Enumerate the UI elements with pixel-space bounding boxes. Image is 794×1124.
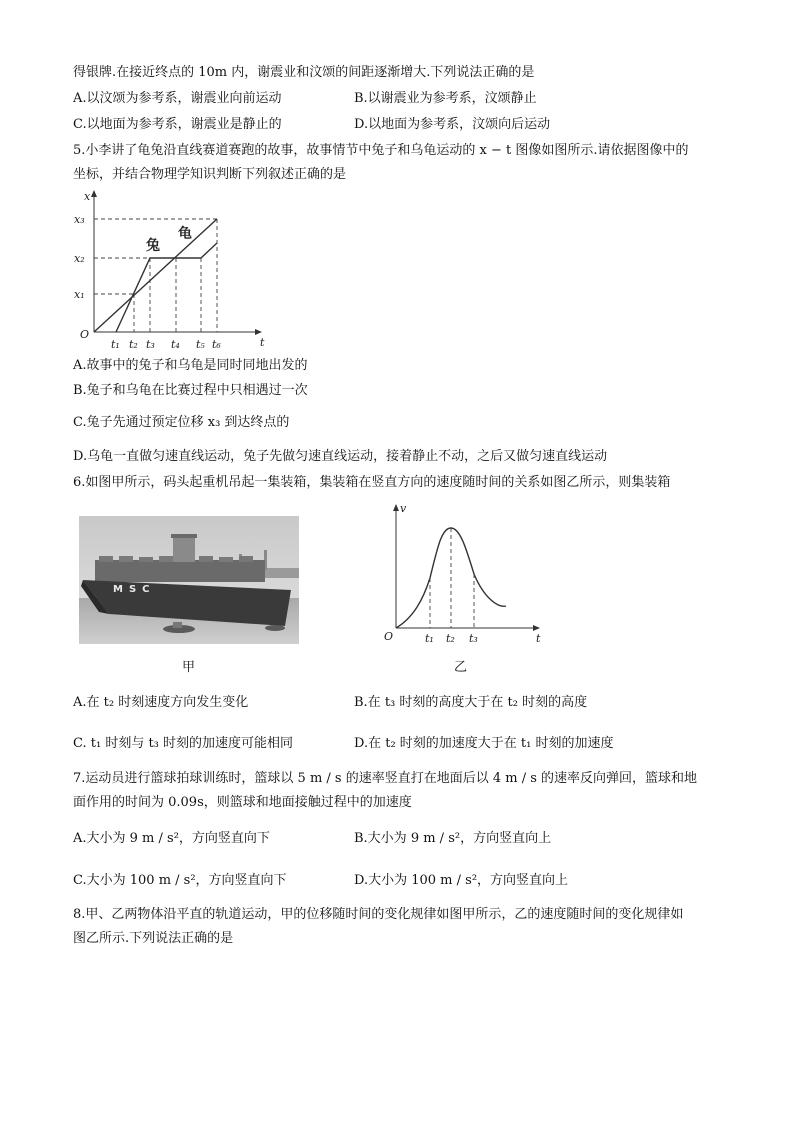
turtle-line: [94, 219, 217, 332]
q4-stem-line: 得银牌.在接近终点的 10m 内，谢震业和汶颂的间距逐渐增大.下列说法正确的是: [73, 65, 535, 80]
q6-option-b: B.在 t₃ 时刻的高度大于在 t₂ 时刻的高度: [354, 695, 588, 710]
vt-graph: [368, 500, 548, 650]
vt-x-label: t: [536, 632, 541, 645]
rabbit-label: 兔: [146, 238, 160, 254]
xt-xtick-t1: t₁: [111, 338, 120, 351]
caption-jia: 甲: [182, 660, 196, 675]
xt-y-arrow: [91, 190, 97, 197]
vt-y-label: v: [400, 502, 407, 515]
q5-option-b: B.兔子和乌龟在比赛过程中只相遇过一次: [73, 383, 308, 398]
q7-stem-line-1: 7.运动员进行篮球拍球训练时，篮球以 5 m / s 的速率竖直打在地面后以 4 m / s 的速率反向弹回，篮球和地: [73, 771, 698, 786]
xt-y-label: x: [84, 190, 91, 203]
xt-x-arrow: [255, 329, 262, 335]
q4-option-c: C.以地面为参考系，谢震业是静止的: [73, 117, 282, 132]
q7-option-b: B.大小为 9 m / s²，方向竖直向上: [354, 831, 552, 846]
q6-option-c: C. t₁ 时刻与 t₃ 时刻的加速度可能相同: [73, 736, 294, 751]
rabbit-line: [116, 243, 217, 332]
q5-option-c: C.兔子先通过预定位移 x₃ 到达终点的: [73, 415, 290, 430]
xt-graph: [70, 186, 270, 356]
q6-option-d: D.在 t₂ 时刻的加速度大于在 t₁ 时刻的加速度: [354, 736, 614, 751]
q8-stem-line-2: 图乙所示.下列说法正确的是: [73, 931, 234, 946]
q6-option-a: A.在 t₂ 时刻速度方向发生变化: [73, 695, 249, 710]
q6-stem: 6.如图甲所示，码头起重机吊起一集装箱，集装箱在竖直方向的速度随时间的关系如图乙所示，则集装箱: [73, 475, 671, 490]
vt-origin: O: [384, 630, 394, 643]
hull-text: MSC: [113, 584, 156, 595]
vt-xtick-t1: t₁: [425, 632, 434, 645]
q4-option-d: D.以地面为参考系，汶颂向后运动: [354, 117, 551, 132]
ship-photo: [79, 516, 299, 644]
q4-option-a: A.以汶颂为参考系，谢震业向前运动: [73, 91, 282, 106]
xt-ytick-x1: x₁: [74, 288, 85, 301]
vt-xtick-t2: t₂: [446, 632, 455, 645]
xt-ytick-x3: x₃: [74, 213, 85, 226]
turtle-label: 龟: [178, 226, 192, 242]
xt-ytick-x2: x₂: [74, 252, 85, 265]
xt-xtick-t2: t₂: [129, 338, 138, 351]
xt-xtick-t3: t₃: [146, 338, 155, 351]
q5-stem-line-2: 坐标，并结合物理学知识判断下列叙述正确的是: [73, 167, 347, 182]
q5-option-d: D.乌龟一直做匀速直线运动，兔子先做匀速直线运动，接着静止不动，之后又做匀速直线运动: [73, 449, 608, 464]
xt-x-label: t: [260, 336, 265, 349]
q4-option-b: B.以谢震业为参考系，汶颂静止: [354, 91, 537, 106]
vt-xtick-t3: t₃: [469, 632, 478, 645]
q7-option-d: D.大小为 100 m / s²，方向竖直向上: [354, 873, 569, 888]
q7-option-c: C.大小为 100 m / s²，方向竖直向下: [73, 873, 287, 888]
xt-xtick-t6: t₆: [212, 338, 221, 351]
q5-stem-line-1: 5.小李讲了龟兔沿直线赛道赛跑的故事，故事情节中兔子和乌龟运动的 x − t 图像如图所示.请依据图像中的: [73, 143, 689, 158]
xt-origin: O: [80, 328, 90, 341]
q5-option-a: A.故事中的兔子和乌龟是同时同地出发的: [73, 358, 308, 373]
vt-x-arrow: [533, 625, 540, 631]
q8-stem-line-1: 8.甲、乙两物体沿平直的轨道运动，甲的位移随时间的变化规律如图甲所示，乙的速度随时间的变化规律如: [73, 907, 684, 922]
xt-xtick-t4: t₄: [171, 338, 180, 351]
q7-stem-line-2: 面作用的时间为 0.09s，则篮球和地面接触过程中的加速度: [73, 795, 412, 810]
xt-xtick-t5: t₅: [196, 338, 205, 351]
vt-y-arrow: [393, 504, 399, 511]
q7-option-a: A.大小为 9 m / s²，方向竖直向下: [73, 831, 270, 846]
caption-yi: 乙: [454, 660, 468, 675]
